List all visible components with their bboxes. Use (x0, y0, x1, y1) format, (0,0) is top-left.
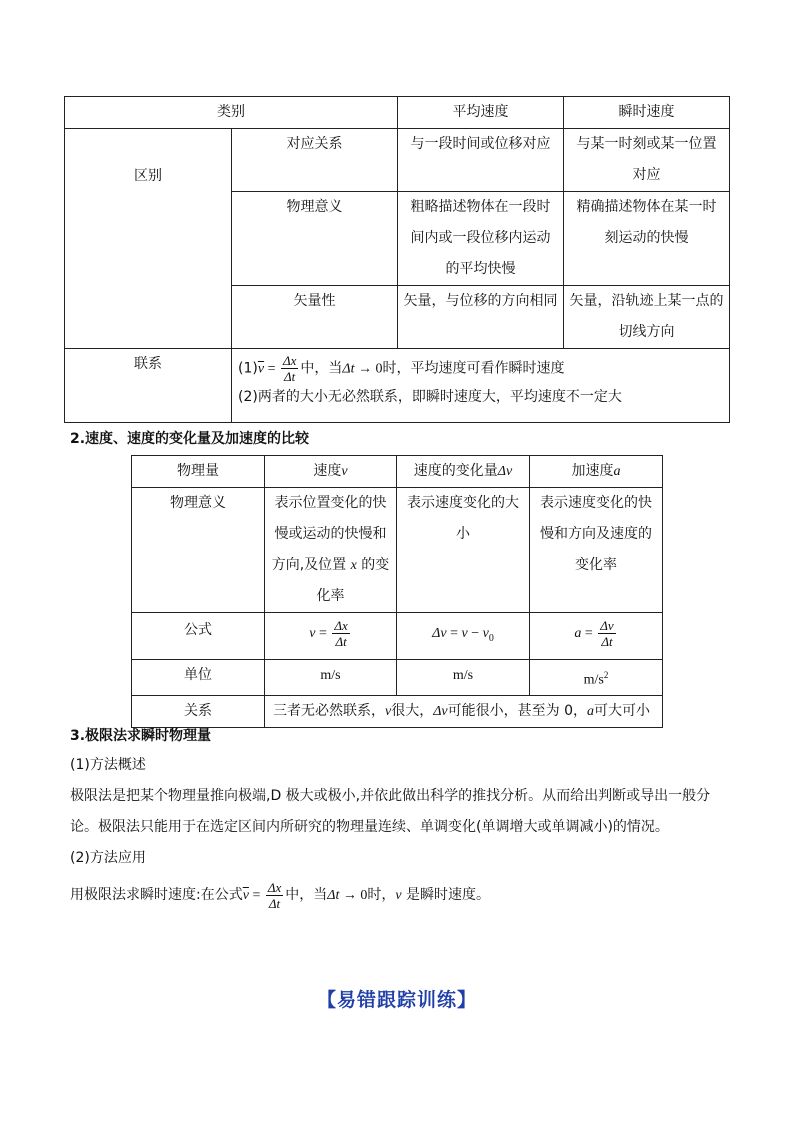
cell-relation-all: 三者无必然联系，v很大，Δv可能很小，甚至为 0，a可大可小 (265, 696, 663, 728)
section-3-title: 3.极限法求瞬时物理量 (70, 728, 212, 744)
cell-inst-meaning: 精确描述物体在某一时 刻运动的快慢 (564, 192, 730, 286)
header-velocity: 速度v (265, 456, 397, 488)
fraction-dx-dt: $\frac{\Delta x}{\Delta t}$ (282, 353, 297, 384)
row-label-difference: 区别 (65, 129, 232, 349)
s3-paragraph-2: 用极限法求瞬时速度:在公式$\overline{v}$ = $\frac{\Delta x}{\Delta t}$ 中，当Δt → 0时，v 是瞬时速度。 (70, 879, 491, 911)
cell-dv-formula: $\Delta v = v - v_0$ (397, 613, 530, 660)
s3-subheading-2: (2)方法应用 (70, 850, 146, 866)
row-label-formula: 公式 (132, 613, 265, 660)
cell-v-unit: m/s (265, 659, 397, 696)
cell-avg-vector: 矢量，与位移的方向相同 (398, 286, 564, 349)
header-acceleration: 加速度a (530, 456, 663, 488)
relation-line-1: $(1)\overline{v}$ = $\frac{\Delta x}{\Delta t}$ 中，当Δt → 0时，平均速度可看作瞬时速度 (238, 353, 565, 384)
header-quantity: 物理量 (132, 456, 265, 488)
s3-paragraph-1-line-1: 极限法是把某个物理量推向极端,D 极大或极小,并依此做出科学的推找分析。从而给出判断或导出一般分 (70, 788, 711, 804)
header-instant-velocity: 瞬时速度 (564, 97, 730, 129)
row-label-vector: 矢量性 (232, 286, 398, 349)
cell-avg-correspondence: 与一段时间或位移对应 (398, 129, 564, 192)
header-average-velocity: 平均速度 (398, 97, 564, 129)
cell-avg-meaning: 粗略描述物体在一段时 间内或一段位移内运动 的平均快慢 (398, 192, 564, 286)
cell-a-unit: $m/s^2$ (530, 659, 663, 696)
quantity-comparison-table (131, 455, 663, 728)
s3-paragraph-1-line-2: 论。极限法只能用于在选定区间内所研究的物理量连续、单调变化(单调增大或单调减小)的情况。 (70, 819, 669, 835)
row-label-correspondence: 对应关系 (232, 129, 398, 192)
cell-a-formula: a = $\frac{\Delta v}{\Delta t}$ (530, 613, 663, 660)
cell-inst-vector: 矢量，沿轨迹上某一点的 切线方向 (564, 286, 730, 349)
training-banner: 【易错跟踪训练】 (316, 989, 477, 1011)
cell-v-formula: v = $\frac{\Delta x}{\Delta t}$ (265, 613, 397, 660)
cell-dv-unit: m/s (397, 659, 530, 696)
row-label-physical-meaning: 物理意义 (232, 192, 398, 286)
s3-subheading-1: (1)方法概述 (70, 757, 146, 773)
cell-relation (232, 349, 730, 423)
relation-line-2: (2)两者的大小无必然联系，即瞬时速度大，平均速度不一定大 (238, 389, 622, 405)
cell-a-meaning: 表示速度变化的快 慢和方向及速度的 变化率 (530, 488, 663, 613)
row-label-relation: 关系 (132, 696, 265, 728)
velocity-comparison-table (64, 96, 730, 423)
row-label-relation: 联系 (65, 349, 232, 423)
cell-inst-correspondence: 与某一时刻或某一位置 对应 (564, 129, 730, 192)
row-label-unit: 单位 (132, 659, 265, 696)
row-label-meaning: 物理意义 (132, 488, 265, 613)
header-velocity-change: 速度的变化量Δv (397, 456, 530, 488)
header-category: 类别 (65, 97, 398, 129)
cell-dv-meaning: 表示速度变化的大 小 (397, 488, 530, 613)
section-2-title: 2.速度、速度的变化量及加速度的比较 (70, 431, 310, 447)
cell-v-meaning: 表示位置变化的快 慢或运动的快慢和 方向,及位置 x 的变 化率 (265, 488, 397, 613)
